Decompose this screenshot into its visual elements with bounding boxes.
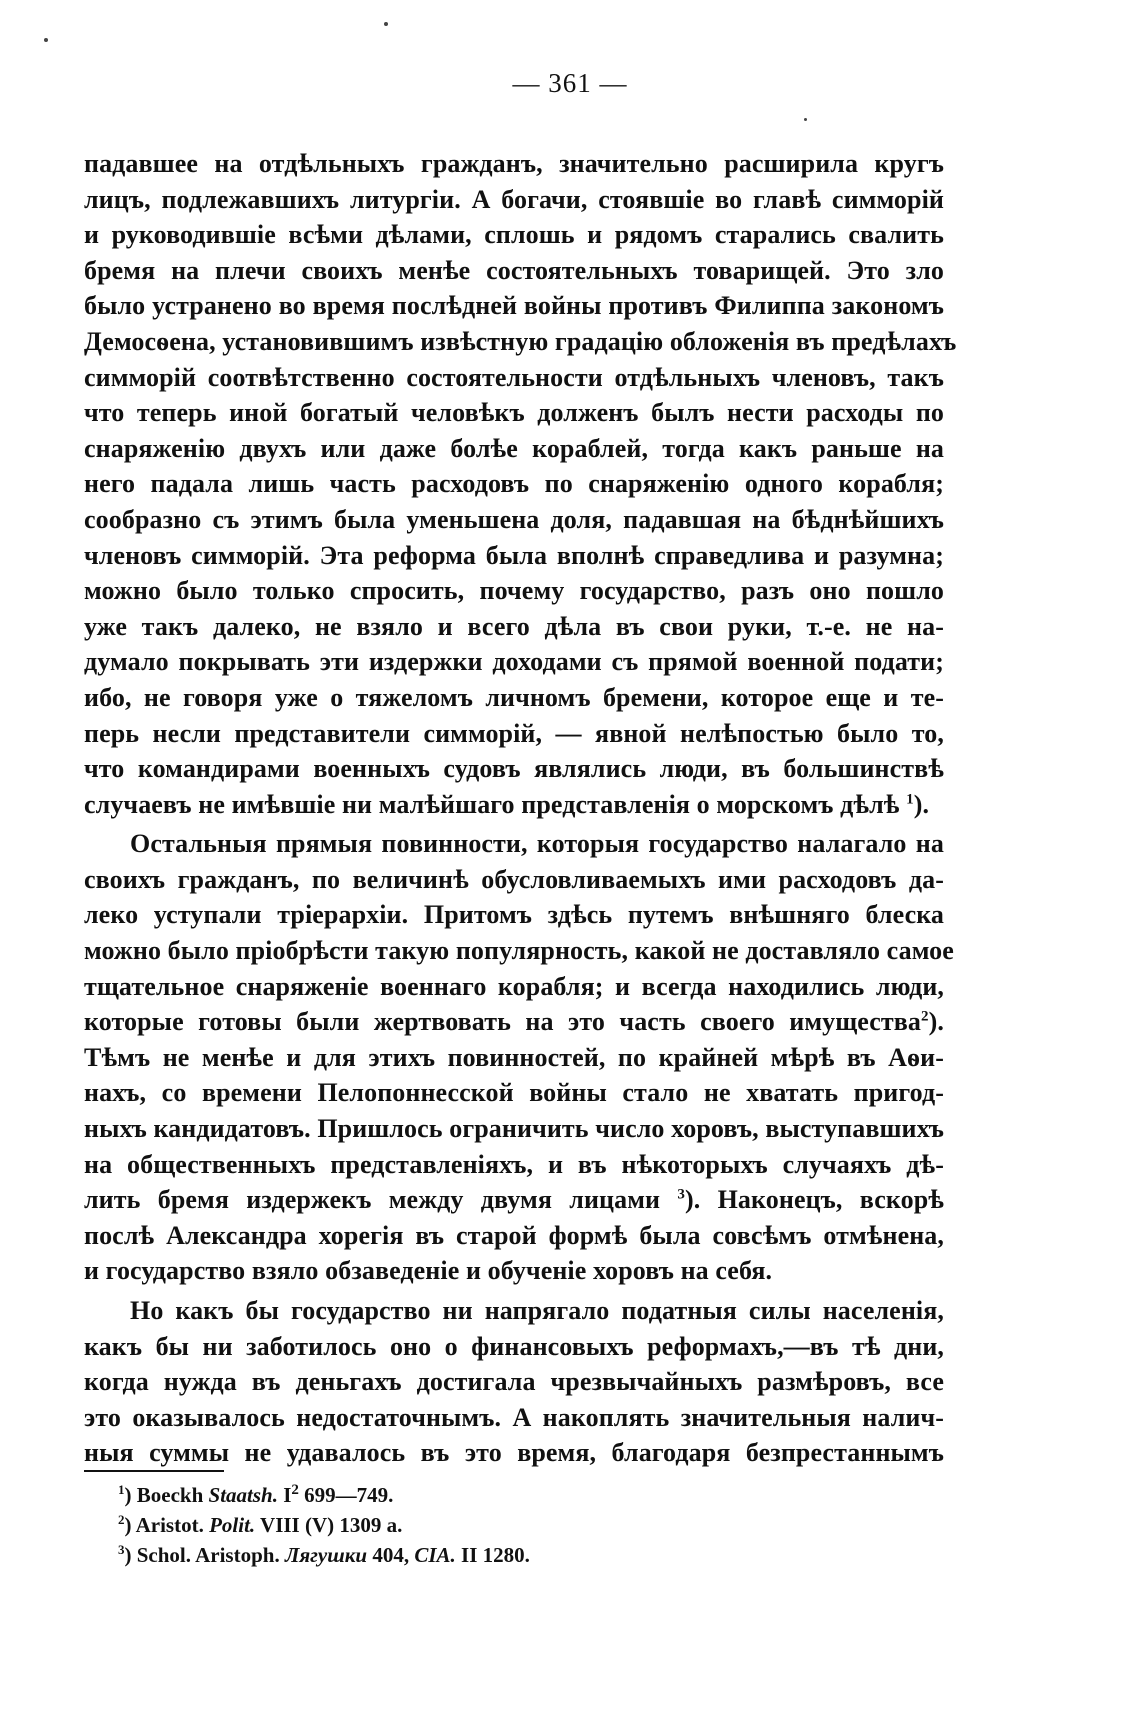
text-line: сообразно съ этимъ была уменьшена доля, падавшая на бѣднѣйшихъ — [84, 504, 944, 534]
footnote-ref: 404, — [372, 1543, 410, 1567]
footnote-ref: I — [283, 1483, 292, 1507]
text-line-tail: ). Наконецъ, вскорѣ — [684, 1185, 944, 1215]
text-line: это оказывалось недостаточнымъ. А накоплять значительныя налич- — [84, 1402, 944, 1432]
paragraph-1 — [84, 146, 957, 822]
text-line: падавшее на отдѣльныхъ гражданъ, значительно расширила кругъ — [84, 149, 944, 178]
text-line: ибо, не говоря уже о тяжеломъ личномъ бремени, которое еще и те- — [84, 682, 944, 712]
footnote-ref: 3 — [677, 1186, 685, 1203]
text-line: послѣ Александра хорегія въ старой формѣ была совсѣмъ отмѣнена, — [84, 1220, 944, 1250]
page-number: — 361 — — [512, 68, 628, 98]
text-line-body: которые готовы были жертвовать на это часть своего имущества — [84, 1007, 922, 1037]
text-line: и государство взяло обзаведеніе и обученіе хоровъ на себя. — [84, 1256, 773, 1286]
footnote-mark: $^1$) — [118, 1482, 132, 1507]
print-speck — [804, 118, 807, 121]
body-text — [84, 146, 957, 1475]
footnote-mark: $^2$) — [118, 1512, 132, 1537]
text-line: Остальныя прямыя повинности, которыя государство налагало на — [130, 829, 944, 859]
footnote-ref-tail: VIII (V) 1309 a. — [260, 1513, 403, 1537]
footnote-3 — [118, 1540, 918, 1570]
text-line-body: случаевъ не имѣвшіе ни малѣйшаго представленія о морскомъ дѣлѣ — [84, 789, 900, 819]
text-line-tail: ). — [928, 1007, 944, 1037]
text-line: какъ бы ни заботилось оно о финансовыхъ реформахъ,—въ тѣ дни, — [84, 1331, 944, 1361]
text-line — [84, 1182, 944, 1218]
text-line: нахъ, со времени Пелопоннесской войны стало не хватать пригод- — [84, 1078, 944, 1108]
paragraph-2 — [84, 826, 954, 1289]
footnote-author: Boeckh — [136, 1483, 204, 1507]
text-line: перь несли представители симморій, — явной нелѣпостью было то, — [84, 718, 944, 748]
text-line: Тѣмъ не менѣе и для этихъ повинностей, по крайней мѣрѣ въ Аѳи- — [84, 1042, 944, 1072]
text-line: своихъ гражданъ, по величинѣ обусловливаемыхъ ими расходовъ да- — [84, 864, 944, 894]
footnote-1 — [118, 1480, 918, 1510]
footnote-work: Лягушки — [284, 1543, 368, 1567]
footnote-author: Schol. Aristoph. — [136, 1543, 280, 1567]
text-line: уже такъ далеко, не взяло и всего дѣла въ свои руки, т.-е. не на- — [84, 611, 944, 641]
footnote-ref-tail: 699—749. — [304, 1483, 394, 1507]
text-line: можно было пріобрѣсти такую популярность, какой не доставляло самое — [84, 936, 954, 966]
text-line: и руководившіе всѣми дѣлами, сплошь и рядомъ старались свалить — [84, 220, 944, 250]
text-line: тщательное снаряженіе военнаго корабля; и всегда находились люди, — [84, 971, 944, 1001]
footnotes — [118, 1480, 918, 1570]
text-line: снаряженію двухъ или даже болѣе кораблей, тогда какъ раньше на — [84, 433, 944, 463]
text-line: думало покрывать эти издержки доходами съ прямой военной подати; — [84, 647, 944, 677]
text-line: можно было только спросить, почему государство, разъ оно пошло — [84, 576, 944, 606]
text-line: что командирами военныхъ судовъ являлись люди, въ большинствѣ — [84, 754, 944, 784]
print-speck — [384, 22, 388, 26]
footnote-author: Aristot. — [135, 1513, 204, 1537]
text-line: симморій соотвѣтственно состоятельности отдѣльныхъ членовъ, такъ — [84, 362, 944, 392]
print-speck — [44, 38, 48, 42]
footnote-separator — [84, 1470, 224, 1472]
paragraph-3 — [84, 1293, 944, 1471]
text-line: Демосѳена, установившимъ извѣстную градацію обложенія въ предѣлахъ — [84, 326, 957, 356]
footnote-work-2: CIA. — [414, 1543, 456, 1567]
text-line: на общественныхъ представленіяхъ, и въ нѣкоторыхъ случаяхъ дѣ- — [84, 1149, 944, 1179]
text-line: лицъ, подлежавшихъ литургіи. А богачи, стоявшіе во главѣ симморій — [84, 184, 944, 214]
text-line: когда нужда въ деньгахъ достигала чрезвычайныхъ размѣровъ, все — [84, 1367, 944, 1397]
text-line-body: лить бремя издержекъ между двумя лицами — [84, 1185, 661, 1215]
text-line: леко уступали тріерархіи. Притомъ здѣсь путемъ внѣшняго блеска — [84, 900, 944, 930]
footnote-2 — [118, 1510, 918, 1540]
text-line: было устранено во время послѣдней войны противъ Филиппа закономъ — [84, 291, 944, 321]
text-line: него падала лишь часть расходовъ по снаряженію одного корабля; — [84, 469, 944, 499]
text-line: членовъ симморій. Эта реформа была вполнѣ справедлива и разумна; — [84, 540, 944, 570]
text-line-tail: ). — [913, 789, 930, 819]
text-line: ныя суммы не удавалось въ это время, благодаря безпрестаннымъ — [84, 1438, 944, 1468]
footnote-ref-tail: II 1280. — [461, 1543, 530, 1567]
footnote-ref-sup: 2 — [291, 1482, 299, 1498]
footnote-mark: $^3$) — [118, 1542, 132, 1567]
footnote-ref: 1 — [906, 791, 914, 808]
text-line — [84, 1004, 944, 1040]
text-line — [84, 787, 944, 823]
text-line: Но какъ бы государство ни напрягало податныя силы населенія, — [130, 1296, 944, 1325]
footnote-work: Staatsh. — [208, 1483, 278, 1507]
text-line: что теперь иной богатый человѣкъ долженъ былъ нести расходы по — [84, 398, 944, 428]
text-line: ныхъ кандидатовъ. Пришлось ограничить число хоровъ, выступавшихъ — [84, 1114, 944, 1144]
footnote-ref: 2 — [921, 1008, 929, 1025]
footnote-work: Polit. — [209, 1513, 256, 1537]
text-line: бремя на плечи своихъ менѣе состоятельныхъ товарищей. Это зло — [84, 255, 944, 285]
